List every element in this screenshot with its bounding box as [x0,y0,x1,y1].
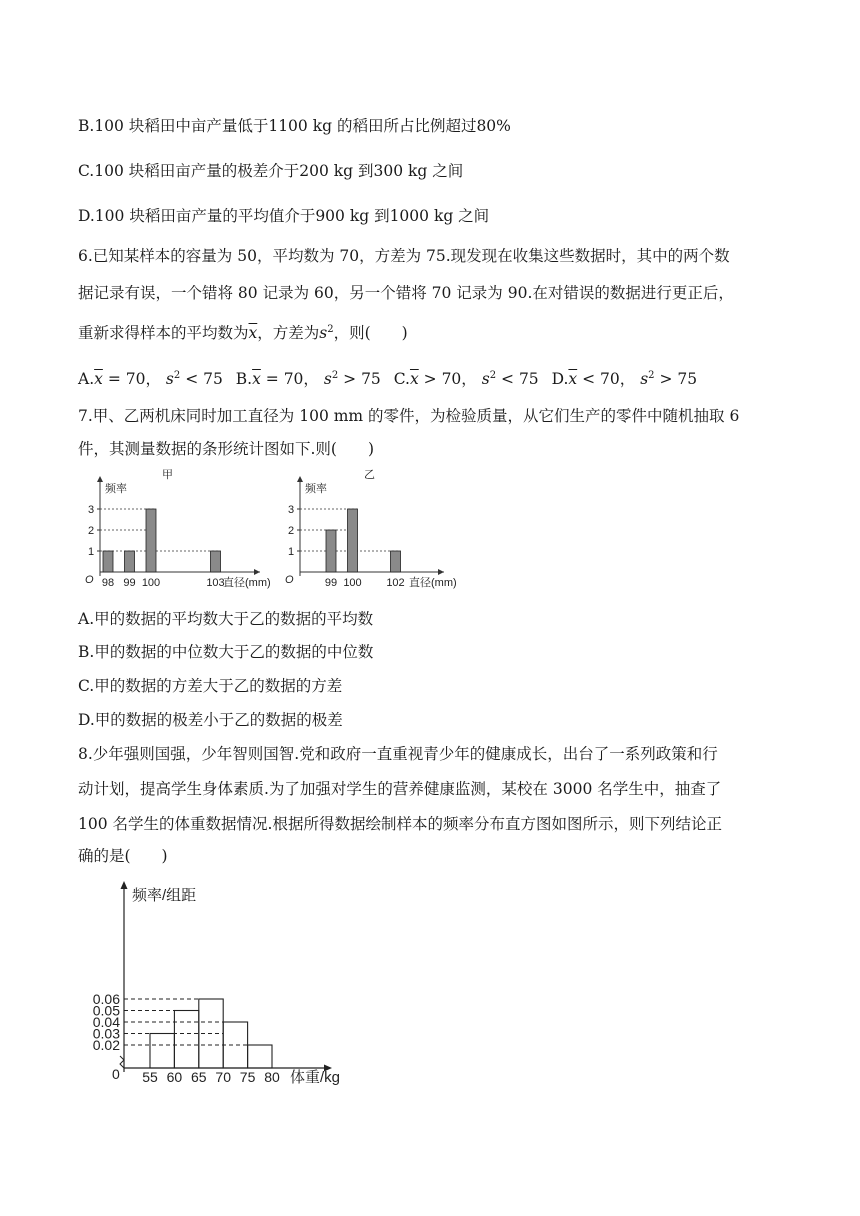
square-symbol: 2 [327,324,334,335]
q6-option-d: $D.\overline{x} < 70$， $s^2 > 75$ [551,370,698,388]
bar [125,551,135,572]
x-tick-label: 70 [215,1069,231,1085]
q8-stem-line4: 确的是( ) [78,847,168,865]
x-axis-arrow [438,569,444,575]
q8-stem-line2: 动计划，提高学生身体素质.为了加强对学生的营养健康监测，某校在 3000 名学生中，抽查了 [78,780,722,798]
q8-stem-line3: 100 名学生的体重数据情况.根据所得数据绘制样本的频率分布直方图如图所示，则下列结论正 [78,815,722,833]
x-tick-label: 65 [191,1069,207,1085]
q6-stem-text-b: ，方差为 [257,324,320,342]
y-axis-arrow [121,881,128,889]
xbar-symbol: $\overline{x}$ [248,324,258,342]
q7-option-c: C.甲的数据的方差大于乙的数据的方差 [78,677,343,695]
x-tick-label: 80 [264,1069,280,1085]
q6-options [78,366,697,389]
y-axis-label: 频率 [105,483,127,495]
histogram-bar [174,1011,198,1069]
histogram-bar [248,1045,272,1068]
chart-title: 甲 [162,469,173,481]
x-tick-label: 102 [386,577,405,589]
y-tick-label: 3 [288,504,295,516]
q6-option-c: $C.\overline{x} > 70$， $s^2 < 75$ [393,370,539,388]
bar [103,551,113,572]
histogram-bar [150,1034,174,1069]
q7-option-d: D.甲的数据的极差小于乙的数据的极差 [78,711,343,729]
origin-label: 0 [112,1066,120,1082]
x-tick-label: 75 [239,1069,256,1085]
y-tick-label: 3 [88,504,95,516]
x-tick-label: 60 [166,1069,183,1085]
q6-stem-line3 [78,320,408,343]
y-tick-label: 0.03 [92,1025,120,1042]
origin-label: O [85,574,94,586]
x-tick-label: 98 [101,577,115,589]
q6-stem-line2: 据记录有误，一个错将 80 记录为 60，另一个错将 70 记录为 90.在对错误的数据进行更正后， [78,284,734,302]
x-tick-label: 100 [343,577,362,589]
q6-stem-line1: 6.已知某样本的容量为 50，平均数为 70，方差为 75.现发现在收集这些数据时，其中的两个数 [78,247,730,265]
y-tick-label: 2 [88,525,95,537]
x-axis-label: 直径(mm) [223,577,271,589]
y-tick-label: 1 [88,546,95,558]
y-tick-label: 1 [288,546,295,558]
q7-option-a: A.甲的数据的平均数大于乙的数据的平均数 [78,610,374,628]
chart-jia [78,462,288,596]
q6-option-a: $A.\overline{x} = 70$， $s^2 < 75$ [78,370,223,388]
y-tick-label: 0.05 [92,1002,120,1019]
s-symbol: s [319,324,328,342]
y-tick-label: 0.04 [92,1014,120,1030]
x-tick-label: 99 [324,577,338,589]
q6-option-b: $B.\overline{x} = 70$， $s^2 > 75$ [235,370,381,388]
bar [391,551,401,572]
y-axis-label: 频率/组距 [132,887,197,904]
q6-stem-text-c: ，则( ) [333,324,408,342]
chart-title: 乙 [364,469,375,481]
bar [348,509,358,572]
q5-option-b: B.100 块稻田中亩产量低于1100 kg 的稻田所占比例超过80% [78,117,511,135]
x-tick-label: 55 [142,1069,158,1085]
x-axis-label: 直径(mm) [409,577,457,589]
q7-stem-line2: 件，其测量数据的条形统计图如下.则( ) [78,440,375,458]
y-axis-label: 频率 [305,483,327,495]
q5-option-d: D.100 块稻田亩产量的平均值介于900 kg 到1000 kg 之间 [78,207,490,225]
y-tick-label: 0.02 [92,1037,120,1053]
x-axis-arrow [254,569,260,575]
y-tick-label: 2 [288,525,295,537]
y-axis-arrow [97,476,103,482]
q7-stem-line1: 7.甲、乙两机床同时加工直径为 100 mm 的零件，为检验质量，从它们生产的零件中随机抽取 6 [78,407,740,425]
origin-label: O [285,574,294,586]
q6-stem-text-a: 重新求得样本的平均数为 [78,324,249,342]
bar [326,530,336,572]
chart-yi [278,462,468,596]
q5-option-c: C.100 块稻田亩产量的极差介于200 kg 到300 kg 之间 [78,162,464,180]
bar [211,551,221,572]
y-tick-label: 0.06 [92,991,120,1007]
weight-histogram [80,876,370,1096]
x-tick-label: 100 [141,577,161,589]
x-tick-label: 99 [123,577,136,589]
y-axis-arrow [297,476,303,482]
bar [146,509,156,572]
x-axis-label: 体重/kg [290,1069,341,1086]
x-tick-label: 103 [206,577,225,589]
q8-stem-line1: 8.少年强则国强，少年智则国智.党和政府一直重视青少年的健康成长，出台了一系列政策和行 [78,745,718,763]
q7-option-b: B.甲的数据的中位数大于乙的数据的中位数 [78,643,374,661]
